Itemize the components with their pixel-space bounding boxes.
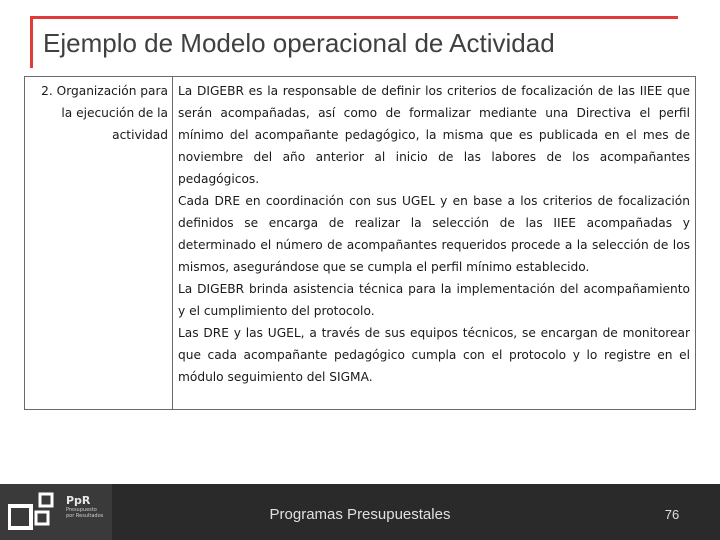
title-accent-line-top xyxy=(30,16,678,19)
logo-subtitle: Presupuesto xyxy=(66,507,97,513)
logo-title: PpR xyxy=(66,494,91,507)
title-accent-line-left xyxy=(30,16,33,68)
row-heading-line: la ejecución de la xyxy=(61,106,168,120)
content-table xyxy=(24,76,696,410)
logo-text xyxy=(66,494,103,519)
paragraph-focalizacion: La DIGEBR es la responsable de definir los criterios de focalización de las IIEE que serán acompañadas, así como de formalizar mediante una Directiva el perfil mínimo del acompañante pedagógico, la misma que es publicada en el mes de noviembre del año anterior al inicio de las labores de los acompañantes pedagógicos. xyxy=(178,84,690,186)
paragraph-seleccion: Cada DRE en coordinación con sus UGEL y en base a los criterios de focalización definidos se encarga de realizar la selección de las IIEE acompañadas y determinado el número de acompañantes requeridos procede a la selección de los mismos, asegurándose que se cumpla el perfil mínimo establecido. xyxy=(178,194,690,274)
logo-subtitle: por Resultados xyxy=(66,513,104,519)
table-right-cell xyxy=(173,77,697,409)
ppr-logo-icon xyxy=(8,492,58,534)
page-number: 76 xyxy=(664,507,680,522)
row-heading-line: 2. Organización para xyxy=(41,84,168,98)
table-left-cell xyxy=(25,77,173,409)
footer-label: Programas Presupuestales xyxy=(269,506,451,523)
paragraph-monitoreo: Las DRE y las UGEL, a través de sus equipos técnicos, se encargan de monitorear que cada acompañante pedagógico cumpla con el protocolo y lo registre en el módulo seguimiento del SIGMA. xyxy=(178,326,690,384)
paragraph-asistencia: La DIGEBR brinda asistencia técnica para la implementación del acompañamiento y el cumplimiento del protocolo. xyxy=(178,282,690,318)
row-heading-line: actividad xyxy=(112,128,168,142)
row-heading xyxy=(26,80,168,146)
slide-title: Ejemplo de Modelo operacional de Actividad xyxy=(43,28,555,58)
